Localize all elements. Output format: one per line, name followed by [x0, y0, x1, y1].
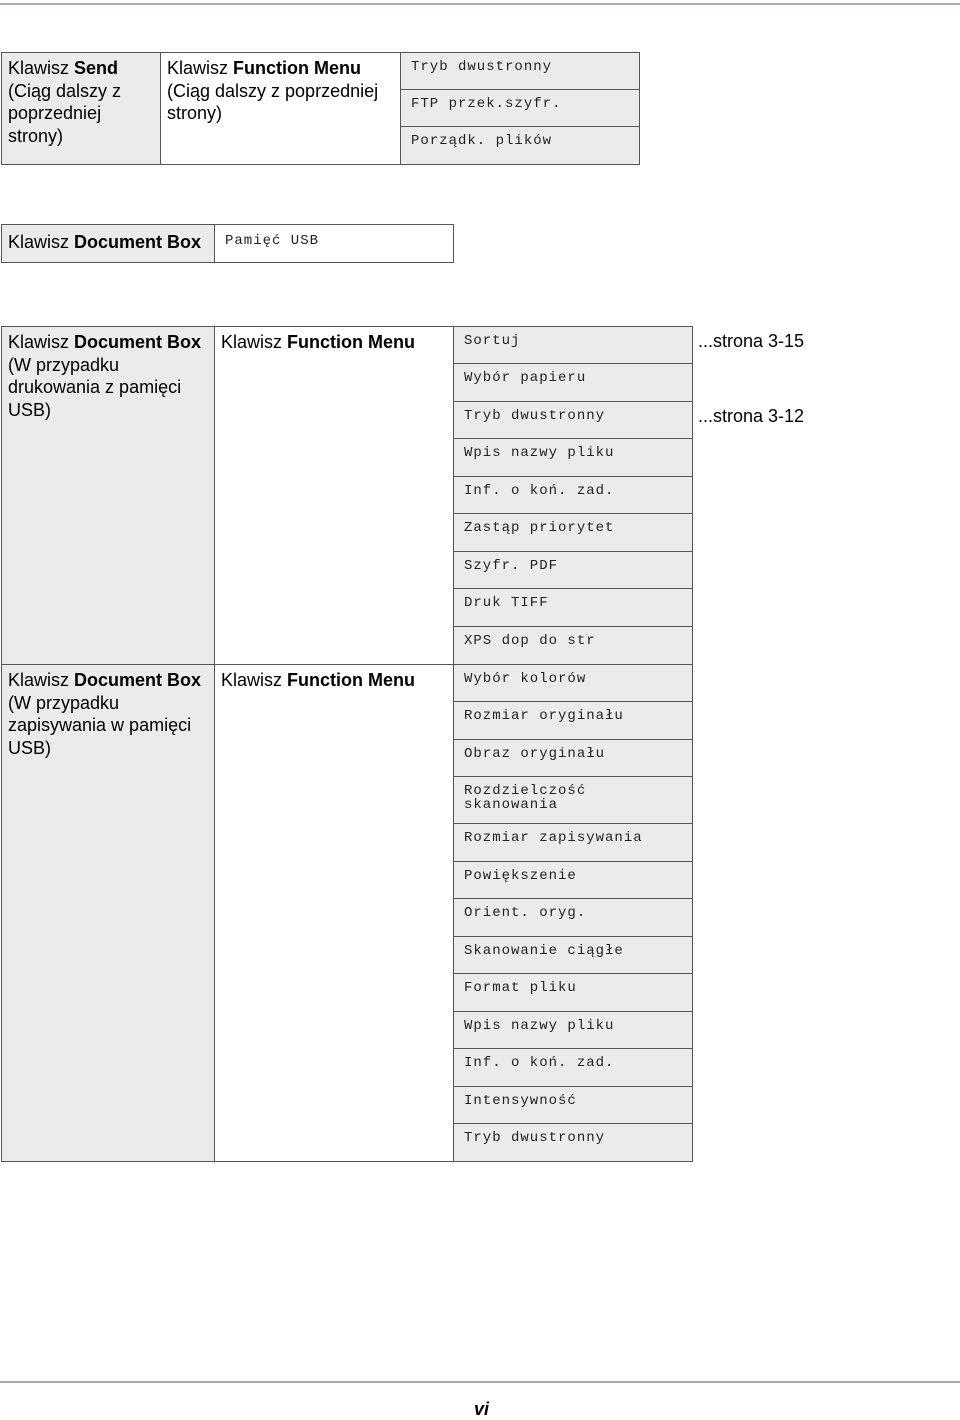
docbox-print-key-note: (W przypadku drukowania z pamięci USB) [8, 354, 182, 420]
save-option-item: Intensywność [453, 1086, 693, 1124]
save-option-item: Tryb dwustronny [453, 1123, 693, 1162]
save-option-item: Skanowanie ciągłe [453, 936, 693, 974]
save-function-menu-cell [214, 664, 454, 1162]
save-option-item: Rozmiar oryginału [453, 701, 693, 740]
save-option-item: Obraz oryginału [453, 739, 693, 777]
docbox-print-key-cell [1, 326, 215, 665]
send-key-prefix: Klawisz [8, 58, 75, 78]
function-menu-prefix: Klawisz [221, 332, 288, 352]
docbox-print-key-prefix: Klawisz [8, 332, 75, 352]
docbox-save-key-prefix: Klawisz [8, 670, 75, 690]
print-option-item: Wpis nazwy pliku [453, 438, 693, 477]
print-option-item: Zastąp priorytet [453, 513, 693, 552]
save-option-item: Format pliku [453, 973, 693, 1012]
send-option-item: Tryb dwustronny [400, 52, 640, 90]
save-option-item: Wpis nazwy pliku [453, 1011, 693, 1049]
send-key-note: (Ciąg dalszy z poprzedniej strony) [8, 80, 122, 146]
top-rule [0, 3, 960, 5]
save-option-item: Powiększenie [453, 861, 693, 899]
print-option-item: Tryb dwustronny [453, 401, 693, 439]
usb-memory-option: Pamięć USB [214, 224, 454, 263]
page-number: vi [474, 1399, 490, 1419]
save-option-item: Inf. o koń. zad. [453, 1048, 693, 1087]
send-function-menu-cell [160, 52, 401, 165]
send-key-cell [1, 52, 161, 165]
docbox-key-cell [1, 224, 215, 263]
send-option-item: Porządk. plików [400, 126, 640, 165]
function-menu-prefix: Klawisz [167, 58, 234, 78]
docbox-save-key-cell [1, 664, 215, 1162]
function-menu-name: Function Menu [287, 670, 415, 690]
bottom-rule [0, 1381, 960, 1383]
print-option-item: XPS dop do str [453, 626, 693, 665]
docbox-print-key-name: Document Box [74, 332, 202, 352]
save-option-item: Orient. oryg. [453, 898, 693, 937]
save-option-item: Rozdzielczość skanowania [453, 776, 693, 824]
print-option-item: Sortuj [453, 326, 693, 364]
save-option-item: Wybór kolorów [453, 664, 693, 702]
save-option-item: Rozmiar zapisywania [453, 823, 693, 862]
function-menu-name: Function Menu [233, 58, 361, 78]
docbox-save-key-note: (W przypadku zapisywania w pamięci USB) [8, 692, 192, 758]
docbox-save-key-name: Document Box [74, 670, 202, 690]
print-option-item: Druk TIFF [453, 588, 693, 627]
docbox-key-prefix: Klawisz [8, 232, 75, 252]
docbox-key-name: Document Box [74, 232, 202, 252]
send-key-name: Send [74, 58, 119, 78]
function-menu-note: (Ciąg dalszy z poprzedniej strony) [167, 80, 379, 123]
page-reference: ...strona 3-15 [698, 331, 805, 351]
print-option-item: Szyfr. PDF [453, 551, 693, 589]
print-option-item: Inf. o koń. zad. [453, 476, 693, 514]
print-function-menu-cell [214, 326, 454, 665]
print-option-item: Wybór papieru [453, 363, 693, 402]
page-reference: ...strona 3-12 [698, 406, 805, 426]
function-menu-prefix: Klawisz [221, 670, 288, 690]
send-option-item: FTP przek.szyfr. [400, 89, 640, 127]
function-menu-name: Function Menu [287, 332, 415, 352]
